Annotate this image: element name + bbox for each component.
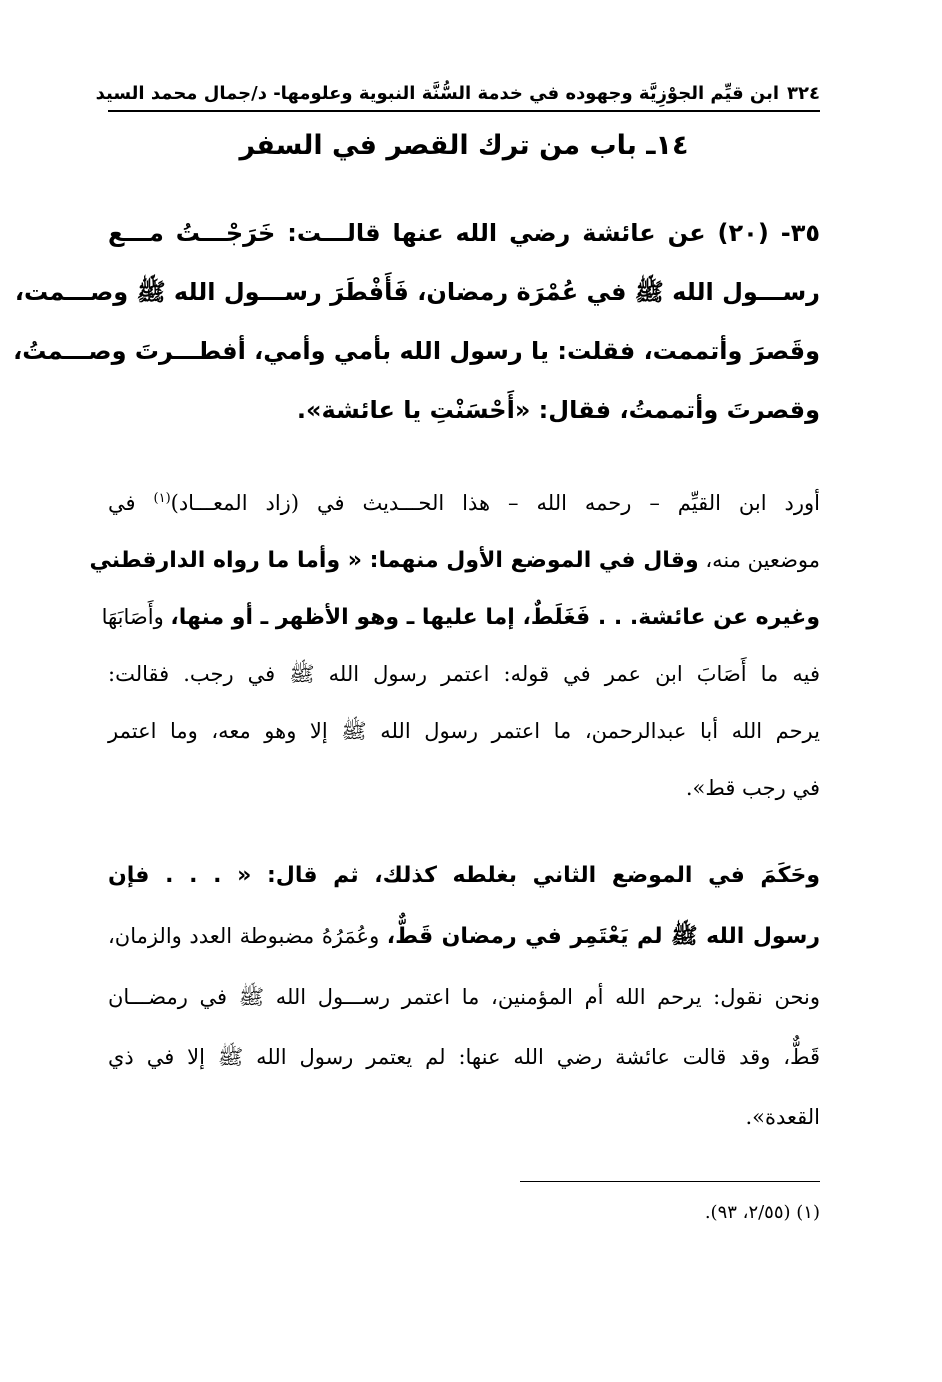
hadith-line: وقَصرَ وأتممت، فقلت: يا رسول الله بأمي وأمي، أفطـــرتَ وصـــمتُ، bbox=[13, 337, 820, 365]
chapter-title: ١٤ـ باب من ترك القصر في السفر bbox=[239, 130, 689, 161]
commentary-line bbox=[101, 589, 820, 646]
paragraph-text: وعُمَرُهُ مضبوطة العدد والزمان، bbox=[108, 924, 387, 948]
quoted-text-bold: وغيره عن عائشة. . . فَغَلَطٌ، إما عليها ـ وهو الأظهر ـ أو منها، bbox=[170, 605, 820, 630]
hadith-text bbox=[13, 204, 820, 440]
commentary-paragraph bbox=[89, 470, 821, 817]
page-number: ٣٢٤ bbox=[787, 83, 820, 104]
running-title: ابن قيِّم الجوْزِيَّة وجهوده في خدمة السُّنَّة النبوية وعلومها- د/جمال محمد السيد bbox=[95, 83, 780, 104]
commentary-text: وأَصَابَهَا bbox=[101, 605, 171, 629]
commentary-text: في bbox=[108, 491, 154, 515]
commentary-text: أورد ابن القيِّم – رحمه الله – هذا الحـــديث في (زاد المعـــاد) bbox=[170, 491, 821, 515]
hadith-line: رســـول الله ﷺ في عُمْرَة رمضان، فَأَفْطَرَ رســـول الله ﷺ وصـــمت، bbox=[14, 278, 820, 306]
quoted-text-bold: وحَكَمَ في الموضع الثاني بغلطه كذلك، ثم قال: « . . . فإن bbox=[108, 863, 820, 888]
footnote-separator bbox=[520, 1181, 820, 1182]
book-page bbox=[13, 80, 821, 1228]
paragraph-line: قَطٌّ، وقد قالت عائشة رضي الله عنها: لم يعتمر رسول الله ﷺ إلا في ذي bbox=[108, 1045, 820, 1069]
commentary-line bbox=[89, 532, 820, 589]
hadith-line: وقصرتَ وأتممتُ، فقال: «أَحْسَنْتِ يا عائشة». bbox=[296, 396, 820, 424]
hadith-line: ٣٥- (٢٠) عن عائشة رضي الله عنها قالـــت: خَرَجْـــتُ مـــع bbox=[108, 219, 820, 247]
commentary-line bbox=[108, 470, 820, 532]
running-header bbox=[95, 80, 820, 112]
quoted-text-bold: وقال في الموضع الأول منهما: « وأما ما رواه الدارقطني bbox=[89, 548, 699, 573]
paragraph-line: ونحن نقول: يرحم الله أم المؤمنين، ما اعتمر رســـول الله ﷺ في رمضـــان bbox=[108, 985, 820, 1009]
commentary-text: موضعين منه، bbox=[698, 548, 820, 572]
quoted-text-bold: رسول الله ﷺ لم يَعْتَمِر في رمضان قَطٌّ، bbox=[386, 924, 820, 949]
commentary-line: فيه ما أَصَابَ ابن عمر في قوله: اعتمر رسول الله ﷺ في رجب. فقالت: bbox=[108, 662, 820, 686]
paragraph-line bbox=[108, 845, 820, 906]
second-paragraph bbox=[108, 845, 820, 1147]
footnote: (١) (٢/٥٥، ٩٣). bbox=[704, 1202, 820, 1223]
footnote-marker[interactable]: (١) bbox=[153, 491, 171, 506]
commentary-line: يرحم الله أبا عبدالرحمن، ما اعتمر رسول الله ﷺ إلا وهو معه، وما اعتمر bbox=[108, 719, 820, 743]
paragraph-line: القعدة». bbox=[745, 1105, 820, 1129]
commentary-line: في رجب قط». bbox=[685, 776, 820, 800]
paragraph-line bbox=[108, 906, 820, 967]
